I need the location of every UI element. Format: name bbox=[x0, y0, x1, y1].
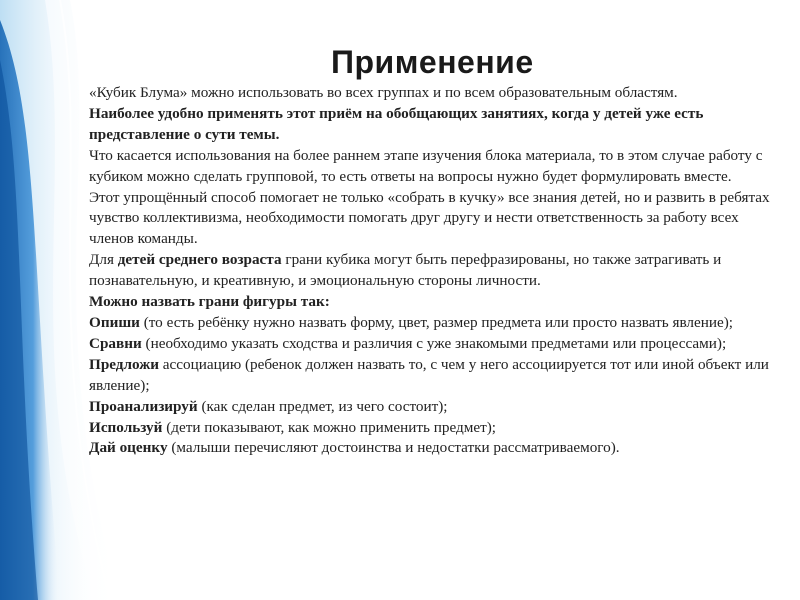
face-desc: (дети показывают, как можно применить предмет); bbox=[162, 418, 497, 436]
face-term: Опиши bbox=[89, 313, 140, 331]
face-term: Дай оценку bbox=[89, 439, 168, 457]
paragraph-intro: «Кубик Блума» можно использовать во всех группах и по всем образовательным областям. bbox=[89, 84, 678, 101]
middle-age-bold: детей среднего возраста bbox=[117, 251, 282, 269]
paragraph-middle-age bbox=[89, 250, 779, 292]
face-term: Используй bbox=[89, 418, 163, 436]
face-item bbox=[89, 418, 779, 439]
paragraph-early-stage: Что касается использования на более раннем этапе изучения блока материала, то в этом случае работу с кубиком можно сделать групповой, то есть ответы на вопросы нужно будет формулировать вместе. bbox=[89, 146, 763, 185]
face-desc: (как сделан предмет, из чего состоит); bbox=[197, 397, 448, 415]
face-term: Предложи bbox=[89, 355, 159, 373]
face-item bbox=[89, 334, 779, 355]
paragraph-best-use: Наиболее удобно применять этот приём на обобщающих занятиях, когда у детей уже есть представление о сути темы. bbox=[89, 104, 704, 143]
middle-age-prefix: Для bbox=[89, 251, 118, 269]
face-term: Сравни bbox=[89, 334, 142, 352]
face-item bbox=[89, 355, 779, 397]
face-desc: (необходимо указать сходства и различия с уже знакомыми предметами или процессами); bbox=[141, 334, 727, 352]
middle-age-rest: грани кубика могут быть перефразированы, но также затрагивать и познавательную, и креативную, и эмоциональную стороны личности. bbox=[89, 251, 722, 290]
face-item bbox=[89, 397, 779, 418]
face-desc: (то есть ребёнку нужно назвать форму, цвет, размер предмета или просто назвать явление); bbox=[139, 313, 734, 331]
face-desc: ассоциацию (ребенок должен назвать то, с чем у него ассоциируется тот или иной объект или явление); bbox=[89, 355, 769, 394]
face-desc: (малыши перечисляют достоинства и недостатки рассматриваемого). bbox=[167, 439, 620, 457]
paragraph-simplified-method: Этот упрощённый способ помогает не только «собрать в кучку» все знания детей, но и развить в ребятах чувство коллективизма, необходимости помогать друг другу и нести ответственность за работу всех членов команды. bbox=[89, 188, 770, 248]
face-item bbox=[89, 313, 779, 334]
face-item bbox=[89, 438, 779, 459]
slide-body bbox=[89, 83, 779, 459]
slide-title: Применение bbox=[331, 44, 534, 80]
paragraph-faces-heading: Можно назвать грани фигуры так: bbox=[89, 293, 330, 311]
face-term: Проанализируй bbox=[89, 397, 198, 415]
